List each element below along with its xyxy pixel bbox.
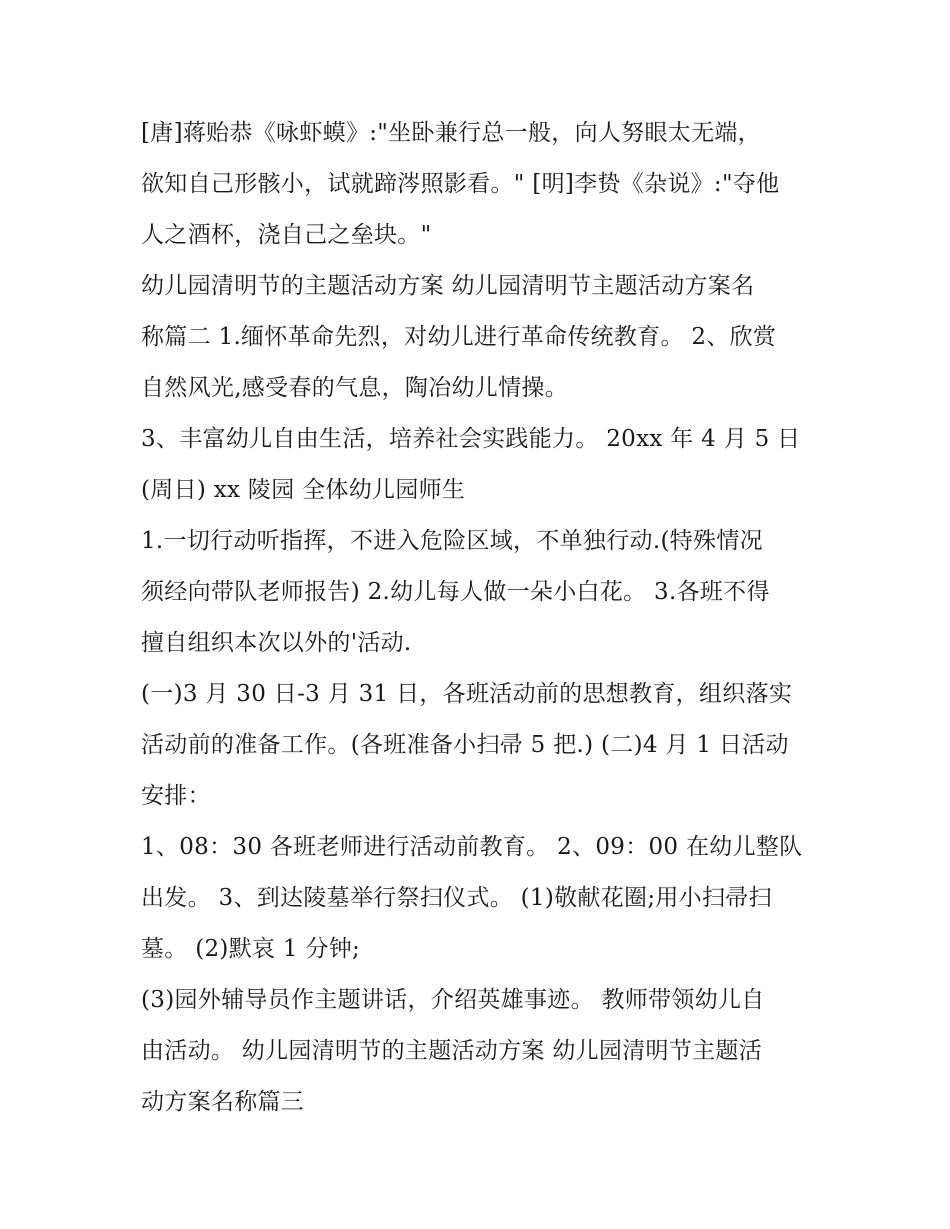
- text-line: 1、08：30 各班老师进行活动前教育。 2、09：00 在幼儿整队: [141, 834, 803, 860]
- text-line: 由活动。 幼儿园清明节的主题活动方案 幼儿园清明节主题活: [141, 1038, 763, 1064]
- text-line: 须经向带队老师报告) 2.幼儿每人做一朵小白花。 3.各班不得: [141, 579, 770, 605]
- text-line: 擅自组织本次以外的'活动.: [141, 630, 412, 656]
- document-body: [141, 108, 831, 1128]
- text-line: 人之酒杯，浇自己之垒块。": [141, 222, 432, 248]
- text-line: 出发。 3、到达陵墓举行祭扫仪式。 (1)敬献花圈;用小扫帚扫: [141, 885, 772, 911]
- text-line: 欲知自己形骸小，试就蹄涔照影看。" [明]李贽《杂说》:"夺他: [141, 171, 780, 197]
- text-line: 自然风光,感受春的气息，陶冶幼儿情操。: [141, 375, 569, 401]
- text-line: 墓。 (2)默哀 1 分钟;: [141, 936, 361, 962]
- text-line: 动方案名称篇三: [141, 1089, 305, 1115]
- text-line: 活动前的准备工作。(各班准备小扫帚 5 把.) (二)4 月 1 日活动: [141, 732, 789, 758]
- text-line: 1.一切行动听指挥，不进入危险区域，不单独行动.(特殊情况: [141, 528, 763, 554]
- text-line: (一)3 月 30 日-3 月 31 日，各班活动前的思想教育，组织落实: [141, 681, 793, 707]
- text-line: 称篇二 1.缅怀革命先烈，对幼儿进行革命传统教育。 2、欣赏: [141, 324, 777, 350]
- text-line: 幼儿园清明节的主题活动方案 幼儿园清明节主题活动方案名: [141, 273, 755, 299]
- text-line: 3、丰富幼儿自由生活，培养社会实践能力。 20xx 年 4 月 5 日: [141, 426, 801, 452]
- text-line: (3)园外辅导员作主题讲话，介绍英雄事迹。 教师带领幼儿自: [141, 987, 765, 1013]
- text-line: [唐]蒋贻恭《咏虾蟆》:"坐卧兼行总一般，向人努眼太无端，: [141, 120, 761, 146]
- text-line: 安排：: [141, 783, 211, 809]
- text-line: (周日) xx 陵园 全体幼儿园师生: [141, 477, 466, 503]
